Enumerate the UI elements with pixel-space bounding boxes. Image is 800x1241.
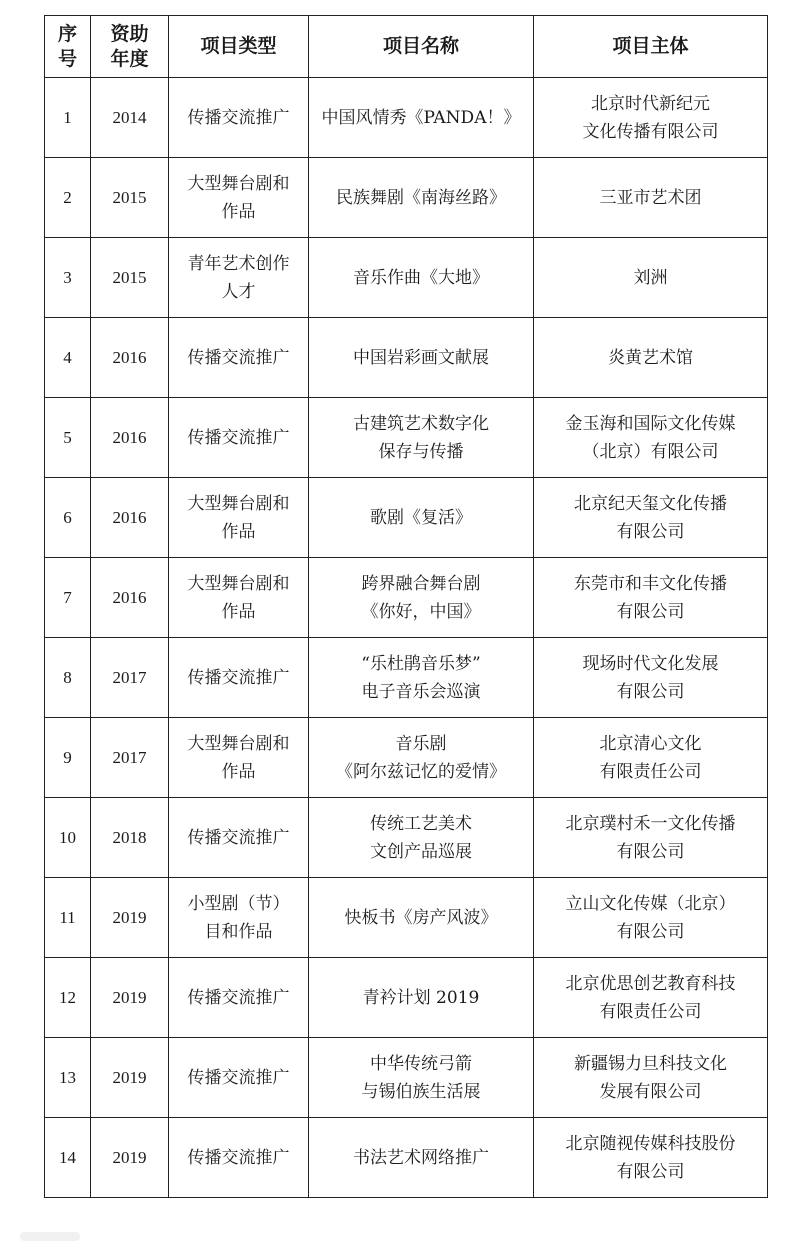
- cell-name: [309, 398, 534, 478]
- cell-subject-line: 有限责任公司: [599, 761, 702, 782]
- cell-type-line: 青年艺术创作: [187, 253, 290, 274]
- cell-type-line: 大型舞台剧和: [187, 733, 290, 754]
- cell-name: [309, 78, 534, 158]
- table-row: [45, 318, 768, 398]
- cell-year: 2019: [91, 1038, 169, 1118]
- cell-seq: 9: [45, 718, 91, 798]
- header-year: 资助 年度: [91, 16, 169, 78]
- cell-subject: [534, 1038, 768, 1118]
- cell-subject: [534, 318, 768, 398]
- cell-name: [309, 878, 534, 958]
- cell-subject-line: 有限公司: [616, 921, 685, 942]
- cell-subject: [534, 878, 768, 958]
- cell-subject: [534, 478, 768, 558]
- cell-subject-line: 北京优思创艺教育科技: [565, 973, 736, 994]
- cell-type: [169, 398, 309, 478]
- cell-year: 2014: [91, 78, 169, 158]
- cell-subject-line: 有限责任公司: [599, 1001, 702, 1022]
- cell-subject: [534, 558, 768, 638]
- cell-type-line: 传播交流推广: [187, 107, 290, 128]
- cell-type: [169, 878, 309, 958]
- cell-subject-line: 有限公司: [616, 521, 685, 542]
- cell-name: [309, 318, 534, 398]
- cell-name-line: 与锡伯族生活展: [361, 1081, 481, 1102]
- cell-seq: 7: [45, 558, 91, 638]
- cell-year: 2016: [91, 318, 169, 398]
- table-body: [45, 78, 768, 1198]
- cell-subject-line: 刘洲: [633, 267, 668, 288]
- cell-type-line: 传播交流推广: [187, 1067, 290, 1088]
- cell-name-line: 书法艺术网络推广: [353, 1147, 489, 1168]
- cell-subject-line: 北京清心文化: [599, 733, 702, 754]
- cell-type-line: 目和作品: [204, 921, 273, 942]
- cell-subject: [534, 638, 768, 718]
- cell-subject: [534, 158, 768, 238]
- cell-name-line: 青衿计划 2019: [362, 987, 480, 1008]
- cell-seq: 13: [45, 1038, 91, 1118]
- cell-subject: [534, 1118, 768, 1198]
- cell-name: [309, 958, 534, 1038]
- table-row: [45, 958, 768, 1038]
- cell-year: 2016: [91, 558, 169, 638]
- table-row: [45, 718, 768, 798]
- cell-year: 2017: [91, 718, 169, 798]
- cell-year: 2018: [91, 798, 169, 878]
- cell-name: [309, 1118, 534, 1198]
- cell-name-line: 歌剧《复活》: [370, 507, 472, 528]
- header-subject: 项目主体: [534, 16, 768, 78]
- cell-year: 2019: [91, 958, 169, 1038]
- header-type: 项目类型: [169, 16, 309, 78]
- cell-name: [309, 238, 534, 318]
- cell-subject-line: 发展有限公司: [599, 1081, 702, 1102]
- cell-name-line: 《阿尔兹记忆的爱情》: [336, 761, 506, 782]
- page-edge-mark: [20, 1232, 80, 1241]
- cell-type-line: 大型舞台剧和: [187, 173, 290, 194]
- cell-year: 2019: [91, 878, 169, 958]
- cell-type-line: 作品: [221, 761, 256, 782]
- cell-subject-line: 有限公司: [616, 601, 685, 622]
- cell-subject-line: 北京璞村禾一文化传播: [565, 813, 736, 834]
- cell-subject-line: 现场时代文化发展: [582, 653, 719, 674]
- cell-subject-line: 东莞市和丰文化传播: [574, 573, 727, 594]
- cell-name: [309, 158, 534, 238]
- cell-name-line: 音乐剧: [395, 733, 447, 754]
- cell-type-line: 大型舞台剧和: [187, 493, 290, 514]
- cell-subject-line: 炎黄艺术馆: [608, 347, 693, 368]
- cell-type-line: 传播交流推广: [187, 667, 290, 688]
- cell-subject-line: 有限公司: [616, 1161, 685, 1182]
- cell-name-line: 传统工艺美术: [370, 813, 472, 834]
- table-row: [45, 638, 768, 718]
- cell-type: [169, 1038, 309, 1118]
- cell-type: [169, 158, 309, 238]
- cell-name: [309, 478, 534, 558]
- cell-type-line: 传播交流推广: [187, 827, 290, 848]
- cell-subject-line: （北京）有限公司: [582, 441, 719, 462]
- cell-seq: 8: [45, 638, 91, 718]
- cell-type: [169, 718, 309, 798]
- table-row: [45, 478, 768, 558]
- table-row: [45, 878, 768, 958]
- cell-type-line: 作品: [221, 521, 256, 542]
- cell-name-line: 民族舞剧《南海丝路》: [336, 187, 506, 208]
- cell-subject: [534, 798, 768, 878]
- cell-subject-line: 金玉海和国际文化传媒: [565, 413, 736, 434]
- cell-name-line: 快板书《房产风波》: [344, 907, 498, 928]
- cell-type: [169, 958, 309, 1038]
- header-name: 项目名称: [309, 16, 534, 78]
- cell-type: [169, 78, 309, 158]
- table-row: [45, 78, 768, 158]
- cell-type: [169, 798, 309, 878]
- cell-type: [169, 558, 309, 638]
- table-row: [45, 798, 768, 878]
- cell-name-line: 中国风情秀《PANDA！》: [321, 107, 521, 128]
- cell-subject-line: 立山文化传媒（北京）: [565, 893, 736, 914]
- cell-type-line: 小型剧（节）: [187, 893, 290, 914]
- cell-name-line: “乐杜鹃音乐梦”: [361, 653, 481, 674]
- cell-subject: [534, 398, 768, 478]
- cell-name-line: 古建筑艺术数字化: [353, 413, 489, 434]
- cell-type: [169, 238, 309, 318]
- table-row: [45, 1038, 768, 1118]
- cell-subject-line: 有限公司: [616, 841, 685, 862]
- cell-subject-line: 北京纪天玺文化传播: [574, 493, 727, 514]
- cell-seq: 12: [45, 958, 91, 1038]
- cell-seq: 2: [45, 158, 91, 238]
- cell-year: 2019: [91, 1118, 169, 1198]
- cell-name: [309, 798, 534, 878]
- cell-name-line: 音乐作曲《大地》: [353, 267, 489, 288]
- cell-name-line: 跨界融合舞台剧: [361, 573, 481, 594]
- cell-seq: 3: [45, 238, 91, 318]
- cell-year: 2016: [91, 398, 169, 478]
- cell-name: [309, 558, 534, 638]
- header-seq: 序 号: [45, 16, 91, 78]
- cell-subject: [534, 958, 768, 1038]
- cell-year: 2015: [91, 238, 169, 318]
- cell-subject-line: 北京随视传媒科技股份: [565, 1133, 736, 1154]
- cell-subject: [534, 238, 768, 318]
- header-row: [45, 16, 768, 78]
- cell-seq: 5: [45, 398, 91, 478]
- cell-seq: 10: [45, 798, 91, 878]
- cell-name-line: 文创产品巡展: [370, 841, 472, 862]
- cell-type-line: 传播交流推广: [187, 987, 290, 1008]
- cell-name: [309, 638, 534, 718]
- cell-subject-line: 有限公司: [616, 681, 685, 702]
- cell-name: [309, 718, 534, 798]
- cell-type-line: 作品: [221, 201, 256, 222]
- cell-subject-line: 文化传播有限公司: [582, 121, 719, 142]
- table-row: [45, 238, 768, 318]
- cell-type-line: 传播交流推广: [187, 347, 290, 368]
- cell-type-line: 大型舞台剧和: [187, 573, 290, 594]
- cell-seq: 6: [45, 478, 91, 558]
- cell-subject: [534, 718, 768, 798]
- cell-subject-line: 新疆锡力旦科技文化: [574, 1053, 727, 1074]
- cell-type: [169, 318, 309, 398]
- table-header: [45, 16, 768, 78]
- cell-year: 2015: [91, 158, 169, 238]
- table-row: [45, 558, 768, 638]
- cell-seq: 1: [45, 78, 91, 158]
- cell-name-line: 中华传统弓箭: [370, 1053, 472, 1074]
- funded-projects-table: [44, 15, 768, 1198]
- cell-seq: 4: [45, 318, 91, 398]
- cell-name-line: 电子音乐会巡演: [361, 681, 481, 702]
- table-row: [45, 158, 768, 238]
- cell-year: 2017: [91, 638, 169, 718]
- cell-subject-line: 三亚市艺术团: [599, 187, 702, 208]
- table-row: [45, 398, 768, 478]
- cell-type: [169, 1118, 309, 1198]
- cell-seq: 14: [45, 1118, 91, 1198]
- cell-type: [169, 638, 309, 718]
- cell-type-line: 作品: [221, 601, 256, 622]
- cell-subject-line: 北京时代新纪元: [591, 93, 710, 114]
- cell-year: 2016: [91, 478, 169, 558]
- table-row: [45, 1118, 768, 1198]
- cell-seq: 11: [45, 878, 91, 958]
- cell-type-line: 传播交流推广: [187, 427, 290, 448]
- cell-type: [169, 478, 309, 558]
- cell-name-line: 中国岩彩画文献展: [353, 347, 489, 368]
- cell-name: [309, 1038, 534, 1118]
- cell-name-line: 《你好，中国》: [361, 601, 481, 622]
- cell-type-line: 人才: [221, 281, 256, 302]
- cell-name-line: 保存与传播: [378, 441, 464, 462]
- cell-subject: [534, 78, 768, 158]
- cell-type-line: 传播交流推广: [187, 1147, 290, 1168]
